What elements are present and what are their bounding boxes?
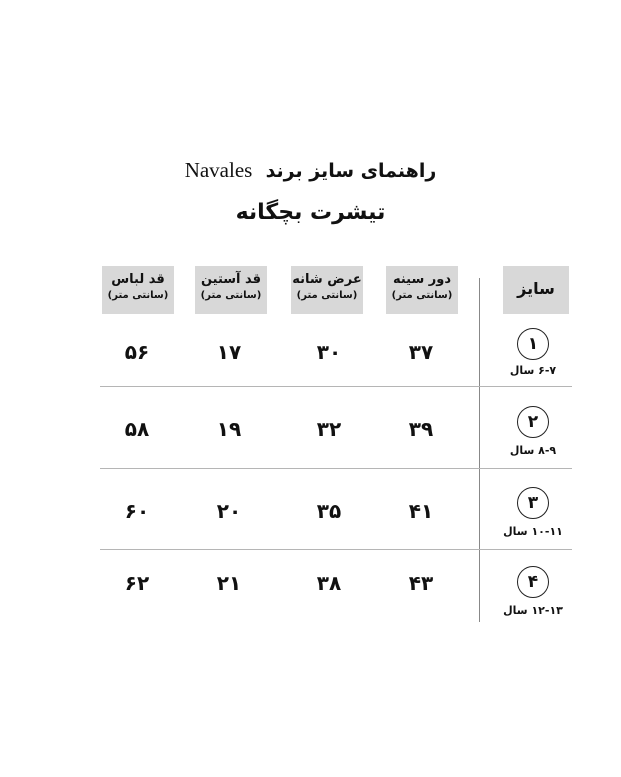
header-length bbox=[102, 266, 174, 314]
shoulder-value: ۳۰ bbox=[316, 340, 342, 364]
chest-value: ۳۹ bbox=[408, 417, 434, 441]
sleeve-value: ۱۷ bbox=[216, 340, 242, 364]
sleeve-value: ۱۹ bbox=[216, 417, 242, 441]
guide-title bbox=[0, 158, 621, 183]
column-divider bbox=[479, 278, 480, 622]
header-sleeve bbox=[195, 266, 267, 314]
age-range: ۱۰-۱۱ سال bbox=[503, 525, 563, 538]
header-size: سایز bbox=[503, 266, 569, 314]
header-sleeve-label: قد آستین bbox=[200, 272, 262, 287]
size-badge: ۱ bbox=[517, 328, 549, 360]
row-divider bbox=[100, 468, 572, 469]
row-divider bbox=[100, 549, 572, 550]
row-divider bbox=[100, 386, 572, 387]
age-range: ۸-۹ سال bbox=[509, 444, 557, 457]
header-chest-label: دور سینه bbox=[392, 272, 452, 287]
length-value: ۶۰ bbox=[124, 499, 150, 523]
length-value: ۵۶ bbox=[124, 340, 150, 364]
shoulder-value: ۳۵ bbox=[316, 499, 342, 523]
header-chest-unit: (سانتی متر) bbox=[391, 290, 453, 301]
chest-value: ۳۷ bbox=[408, 340, 434, 364]
guide-title-text: راهنمای سایز برند bbox=[265, 160, 437, 182]
header-length-label: قد لباس bbox=[111, 272, 165, 287]
shoulder-value: ۳۲ bbox=[316, 417, 342, 441]
header-length-unit: (سانتی متر) bbox=[107, 290, 169, 301]
length-value: ۶۲ bbox=[124, 571, 150, 595]
shoulder-value: ۳۸ bbox=[316, 571, 342, 595]
header-shoulder-unit: (سانتی متر) bbox=[296, 290, 358, 301]
chest-value: ۴۳ bbox=[408, 571, 434, 595]
length-value: ۵۸ bbox=[124, 417, 150, 441]
age-range: ۶-۷ سال bbox=[509, 364, 557, 377]
chest-value: ۴۱ bbox=[408, 499, 434, 523]
size-badge: ۴ bbox=[517, 566, 549, 598]
age-range: ۱۲-۱۳ سال bbox=[503, 604, 563, 617]
product-subtitle: تیشرت بچگانه bbox=[235, 200, 386, 225]
size-badge: ۲ bbox=[517, 406, 549, 438]
header-sleeve-unit: (سانتی متر) bbox=[200, 290, 262, 301]
size-badge: ۳ bbox=[517, 487, 549, 519]
header-chest bbox=[386, 266, 458, 314]
brand-name: Navales bbox=[184, 158, 253, 182]
header-shoulder bbox=[291, 266, 363, 314]
sleeve-value: ۲۱ bbox=[216, 571, 242, 595]
sleeve-value: ۲۰ bbox=[216, 499, 242, 523]
header-shoulder-label: عرض شانه bbox=[292, 272, 362, 287]
